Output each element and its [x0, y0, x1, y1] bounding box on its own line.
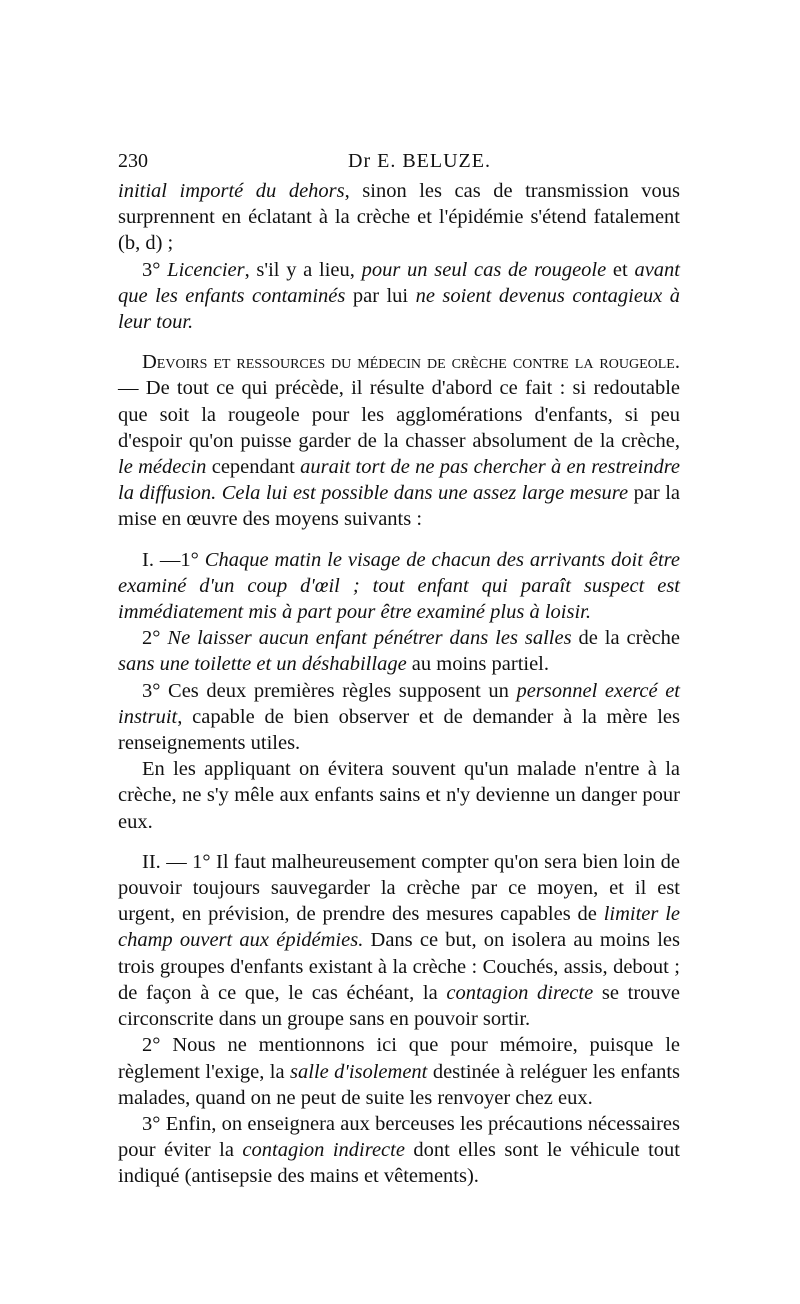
- italic-text: le médecin: [118, 456, 207, 479]
- italic-text: personnel exercé et instruit: [118, 679, 680, 728]
- body-text: [118, 178, 680, 1190]
- paragraph-p7: [118, 756, 680, 835]
- text-run: au moins partiel.: [406, 653, 550, 676]
- text-run: 2° Nous ne mentionnons ici que pour mémoire, puisque le règlement l'exige, la: [118, 1034, 680, 1083]
- italic-text: ne soient devenus contagieux à leur tour.: [118, 284, 680, 334]
- italic-text: Ne laisser aucun enfant pénétrer dans les salles: [167, 627, 572, 650]
- text-run: par lui: [345, 284, 416, 307]
- running-title: Dr E. BELUZE.: [348, 150, 491, 172]
- text-run: II. — 1° Il faut malheureusement compter qu'on sera bien loin de pouvoir toujours sauvegarder la crèche par ce moyen, et il est urgent, en prévision, de prendre des mesures capables de: [118, 850, 680, 926]
- paragraph-p4: [118, 547, 680, 626]
- italic-text: avant que les enfants contaminés: [118, 258, 680, 307]
- page-header: [118, 150, 680, 178]
- page-number: 230: [118, 150, 148, 172]
- text-run: se trouve circonscrite dans un groupe sans en pouvoir sortir.: [118, 981, 681, 1031]
- italic-text: initial importé du dehors: [118, 180, 345, 202]
- paragraph-p3: [118, 349, 680, 532]
- paragraph-gap: [118, 335, 680, 349]
- section-heading: Devoirs et ressources du médecin de crèche contre la rougeole.: [142, 351, 680, 374]
- text-run: dont elles sont le véhicule tout indiqué (antisepsie des mains et vêtements).: [118, 1139, 680, 1188]
- text-run: — De tout ce qui précède, il résulte d'abord ce fait : si redoutable que soit la rougeole pour les agglomérations d'enfants, si peu d'espoir qu'on puisse garder de la chasser absolument de la crèche,: [118, 377, 680, 452]
- paragraph-p1: [118, 178, 680, 257]
- text-run: 3°: [142, 258, 168, 281]
- text-run: , s'il y a lieu,: [244, 258, 362, 281]
- text-run: I. —1°: [142, 548, 205, 571]
- paragraph-p8: [118, 849, 680, 1032]
- paragraph-gap: [118, 533, 680, 547]
- paragraph-p2: [118, 257, 680, 336]
- text-run: 2°: [142, 627, 168, 650]
- paragraph-p9: [118, 1032, 680, 1111]
- text-run: 3° Ces deux premières règles supposent un: [142, 679, 517, 702]
- italic-text: aurait tort de ne pas chercher à en restreindre la diffusion. Cela lui est possible dans une assez large mesure: [118, 456, 681, 505]
- italic-text: pour un seul cas de rougeole: [361, 258, 607, 281]
- text-run: destinée à reléguer les enfants malades, quand on ne peut de suite les renvoyer chez eux.: [118, 1060, 681, 1109]
- text-run: et: [606, 258, 635, 281]
- text-run: , sinon les cas de transmission vous surprennent en éclatant à la crèche et l'épidémie s'étend fatalement (b, d) ;: [118, 180, 681, 255]
- text-run: cependant: [206, 456, 301, 479]
- paragraph-p6: [118, 678, 680, 757]
- text-run: 3° Enfin, on enseignera aux berceuses les précautions nécessaires pour éviter la: [118, 1112, 680, 1162]
- italic-text: contagion indirecte: [242, 1139, 405, 1162]
- paragraph-gap: [118, 835, 680, 849]
- text-run: par la mise en œuvre des moyens suivants :: [118, 482, 680, 531]
- italic-text: contagion directe: [446, 981, 594, 1004]
- italic-text: salle d'isolement: [290, 1060, 428, 1083]
- text-run: , capable de bien observer et de demander à la mère les renseignements utiles.: [118, 705, 680, 755]
- text-run: de la crèche: [571, 627, 681, 650]
- italic-text: Chaque matin le visage de chacun des arrivants doit être examiné d'un coup d'œil ; tout enfant qui paraît suspect est immédiatement mis à part pour être examiné plus à loisir.: [118, 548, 680, 624]
- text-run: Dans ce but, on isolera au moins les trois groupes d'enfants existant à la crèche : Couchés, assis, debout ; de façon à ce que, le cas échéant, la: [118, 929, 680, 1004]
- italic-text: Licencier: [167, 258, 245, 281]
- paragraph-p10: [118, 1111, 680, 1190]
- paragraph-p5: [118, 625, 680, 677]
- text-run: En les appliquant on évitera souvent qu'un malade n'entre à la crèche, ne s'y mêle aux enfants sains et n'y devienne un danger pour eux.: [118, 758, 680, 833]
- italic-text: sans une toilette et un déshabillage: [118, 653, 407, 676]
- italic-text: limiter le champ ouvert aux épidémies.: [118, 903, 680, 952]
